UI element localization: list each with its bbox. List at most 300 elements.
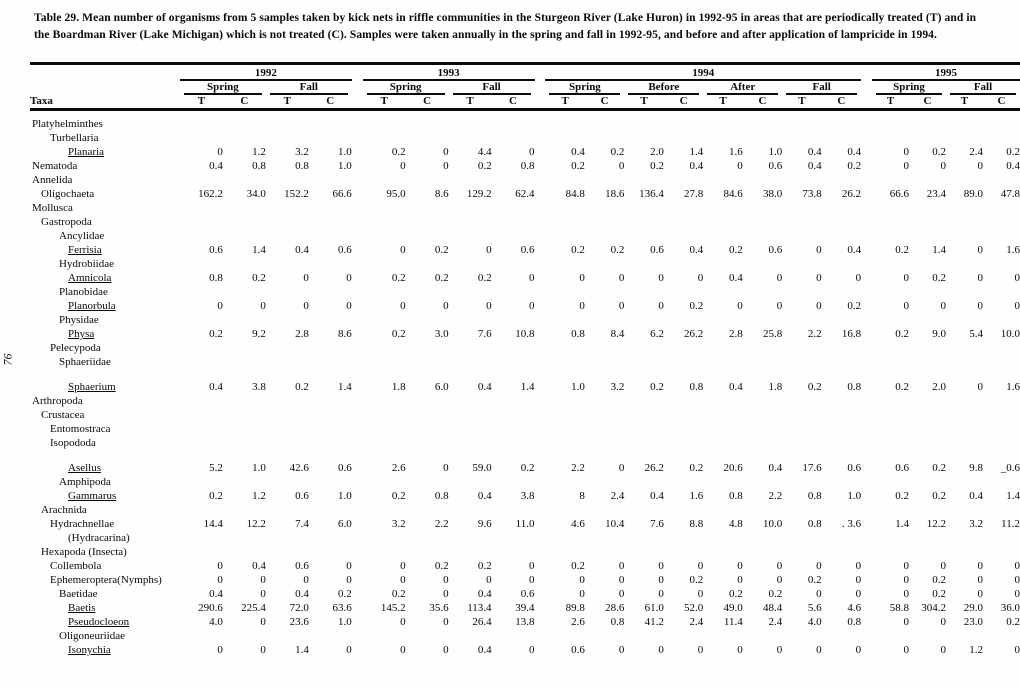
value-cell: 0 <box>776 272 783 284</box>
value-cell: 0 <box>443 160 449 172</box>
value-cell <box>983 354 1020 368</box>
value-cell: 152.2 <box>284 188 309 200</box>
taxa-name: Ferrisia <box>68 244 102 256</box>
value-cell <box>782 502 821 516</box>
group-spacer <box>535 298 546 312</box>
value-cell <box>545 172 584 186</box>
taxa-row <box>30 488 1020 502</box>
value-cell: 113.4 <box>467 602 492 614</box>
taxa-row <box>30 368 1020 393</box>
group-spacer <box>535 614 546 628</box>
value-cell <box>585 407 624 421</box>
value-cell <box>946 256 983 270</box>
table-body <box>30 110 1020 657</box>
value-cell <box>266 628 309 642</box>
value-cell: 0 <box>303 300 309 312</box>
value-cell <box>983 407 1020 421</box>
value-cell <box>545 130 584 144</box>
value-cell: 2.4 <box>969 146 983 158</box>
value-cell <box>872 502 909 516</box>
value-cell: 0 <box>977 574 983 586</box>
value-cell <box>946 544 983 558</box>
treatment-header-T: T <box>449 95 492 110</box>
treatment-header-T: T <box>624 95 663 110</box>
season-header-1993-spring <box>363 80 449 95</box>
taxa-label <box>30 186 180 200</box>
value-cell: 25.8 <box>762 328 783 340</box>
value-cell <box>406 354 449 368</box>
value-cell: 1.6 <box>689 490 704 502</box>
season-header-1995-spring <box>872 80 946 95</box>
group-spacer <box>535 586 546 600</box>
value-cell: 0 <box>443 588 449 600</box>
value-cell <box>309 502 352 516</box>
value-cell <box>872 421 909 435</box>
value-cell <box>363 474 406 488</box>
value-cell <box>782 474 821 488</box>
value-cell: 10.0 <box>762 518 783 530</box>
value-cell <box>624 354 663 368</box>
value-cell: 1.4 <box>895 518 910 530</box>
value-cell <box>545 435 584 449</box>
value-cell: 0 <box>443 644 449 656</box>
value-cell <box>664 393 703 407</box>
value-cell: 0.2 <box>728 588 743 600</box>
value-cell: 0 <box>529 644 535 656</box>
group-spacer <box>861 393 872 407</box>
season-label: Fall <box>786 81 857 95</box>
group-spacer <box>535 393 546 407</box>
value-cell: 0 <box>529 146 535 158</box>
value-cell <box>492 502 535 516</box>
value-cell <box>946 130 983 144</box>
value-cell <box>983 544 1020 558</box>
value-cell <box>449 284 492 298</box>
treatment-header-C: C <box>585 95 624 110</box>
treatment-header-T: T <box>266 95 309 110</box>
value-cell <box>309 393 352 407</box>
taxa-row <box>30 435 1020 449</box>
group-spacer <box>352 600 363 614</box>
value-cell <box>872 544 909 558</box>
group-spacer <box>352 312 363 326</box>
value-cell <box>585 340 624 354</box>
value-cell <box>309 530 352 544</box>
value-cell <box>223 214 266 228</box>
group-spacer <box>352 340 363 354</box>
value-cell <box>223 474 266 488</box>
value-cell: 0 <box>977 300 983 312</box>
group-spacer <box>535 407 546 421</box>
value-cell: 0.2 <box>847 300 862 312</box>
value-cell <box>782 228 821 242</box>
year-header-row <box>30 64 1020 81</box>
value-cell: 0 <box>697 588 704 600</box>
group-spacer <box>352 158 363 172</box>
value-cell: 28.6 <box>605 602 625 614</box>
treatment-header-C: C <box>309 95 352 110</box>
value-cell <box>449 407 492 421</box>
value-cell <box>545 393 584 407</box>
taxa-row <box>30 393 1020 407</box>
value-cell <box>363 502 406 516</box>
taxa-name: Baetidae <box>59 588 98 600</box>
value-cell: 0.2 <box>895 244 910 256</box>
value-cell: 6.0 <box>434 381 449 393</box>
taxa-label <box>30 614 180 628</box>
taxa-row <box>30 270 1020 284</box>
value-cell: 1.0 <box>252 462 266 474</box>
taxa-label <box>30 393 180 407</box>
taxa-name: Pseudocloeon <box>68 616 130 628</box>
value-cell: 0 <box>737 160 743 172</box>
value-cell <box>449 214 492 228</box>
value-cell <box>664 421 703 435</box>
value-cell <box>703 393 742 407</box>
value-cell: 3.8 <box>520 490 535 502</box>
value-cell <box>782 435 821 449</box>
value-cell: 0.4 <box>209 588 223 600</box>
value-cell <box>545 502 584 516</box>
value-cell <box>822 354 861 368</box>
value-cell: 4.0 <box>209 616 223 628</box>
value-cell: 7.6 <box>477 328 492 340</box>
value-cell: 1.4 <box>932 244 946 256</box>
group-spacer <box>861 130 872 144</box>
value-cell <box>492 340 535 354</box>
value-cell: 0 <box>855 272 862 284</box>
value-cell <box>309 474 352 488</box>
value-cell <box>743 435 782 449</box>
value-cell: 0 <box>737 560 743 572</box>
value-cell: 0.2 <box>689 462 704 474</box>
group-spacer <box>352 502 363 516</box>
value-cell: 9.8 <box>969 462 983 474</box>
value-cell: 1.2 <box>252 146 266 158</box>
value-cell <box>946 628 983 642</box>
value-cell <box>545 407 584 421</box>
value-cell <box>822 530 861 544</box>
value-cell <box>406 172 449 186</box>
value-cell: 0 <box>658 574 664 586</box>
value-cell: 0 <box>443 616 449 628</box>
value-cell: 0.2 <box>932 490 946 502</box>
value-cell: 49.0 <box>723 602 743 614</box>
taxa-row <box>30 642 1020 656</box>
value-cell <box>946 530 983 544</box>
value-cell: 0 <box>1014 300 1020 312</box>
group-spacer <box>535 228 546 242</box>
value-cell <box>664 628 703 642</box>
value-cell <box>406 407 449 421</box>
value-cell <box>449 256 492 270</box>
value-cell <box>223 628 266 642</box>
group-spacer <box>535 516 546 530</box>
taxa-label <box>30 421 180 435</box>
taxa-name: Hexapoda (Insecta) <box>41 546 127 558</box>
value-cell <box>664 200 703 214</box>
taxa-row <box>30 312 1020 326</box>
value-cell <box>406 340 449 354</box>
value-cell <box>872 407 909 421</box>
value-cell <box>909 421 946 435</box>
value-cell <box>703 340 742 354</box>
value-cell <box>782 256 821 270</box>
value-cell: 41.2 <box>644 616 664 628</box>
value-cell: 1.8 <box>768 381 783 393</box>
value-cell <box>983 284 1020 298</box>
value-cell <box>743 544 782 558</box>
group-spacer <box>861 200 872 214</box>
value-cell <box>585 544 624 558</box>
group-spacer <box>352 284 363 298</box>
value-cell <box>782 628 821 642</box>
value-cell <box>946 284 983 298</box>
group-spacer <box>861 600 872 614</box>
value-cell: 0.4 <box>477 381 492 393</box>
group-spacer <box>861 270 872 284</box>
value-cell <box>782 312 821 326</box>
value-cell: 0.4 <box>728 272 743 284</box>
value-cell <box>266 340 309 354</box>
taxa-header: Taxa <box>30 95 180 110</box>
value-cell <box>180 393 223 407</box>
taxa-row <box>30 449 1020 474</box>
value-cell <box>180 340 223 354</box>
taxa-row <box>30 158 1020 172</box>
value-cell: 2.2 <box>768 490 783 502</box>
value-cell <box>363 407 406 421</box>
value-cell: 23.6 <box>289 616 309 628</box>
value-cell: 0.2 <box>650 381 664 393</box>
value-cell: 0 <box>618 462 625 474</box>
value-cell: 12.2 <box>246 518 266 530</box>
value-cell: 0 <box>443 300 449 312</box>
value-cell <box>822 256 861 270</box>
value-cell <box>822 340 861 354</box>
group-spacer <box>535 544 546 558</box>
value-cell <box>782 340 821 354</box>
value-cell: 0 <box>579 272 585 284</box>
group-spacer <box>861 340 872 354</box>
value-cell: 4.6 <box>571 518 585 530</box>
group-spacer <box>535 326 546 340</box>
value-cell: 8.8 <box>689 518 704 530</box>
value-cell: 58.8 <box>889 602 910 614</box>
value-cell: 36.0 <box>1000 602 1020 614</box>
value-cell <box>909 312 946 326</box>
value-cell: 3.2 <box>391 518 406 530</box>
group-spacer <box>535 172 546 186</box>
taxa-label <box>30 354 180 368</box>
value-cell <box>664 474 703 488</box>
value-cell: 47.8 <box>1000 188 1020 200</box>
value-cell: 0 <box>658 588 664 600</box>
value-cell: 0 <box>486 300 492 312</box>
value-cell: 1.0 <box>338 490 352 502</box>
value-cell: 1.6 <box>1006 244 1020 256</box>
value-cell: 0 <box>260 644 266 656</box>
value-cell: 0 <box>303 574 309 586</box>
group-spacer <box>352 628 363 642</box>
value-cell: 0 <box>217 644 223 656</box>
value-cell: 0.2 <box>689 300 704 312</box>
value-cell: 7.6 <box>650 518 664 530</box>
group-spacer <box>352 530 363 544</box>
group-spacer <box>352 186 363 200</box>
value-cell <box>309 284 352 298</box>
treatment-header-C: C <box>743 95 782 110</box>
value-cell: 0 <box>346 560 352 572</box>
taxa-name: Mollusca <box>32 202 73 214</box>
taxa-name: Physidae <box>59 314 99 326</box>
taxa-label <box>30 407 180 421</box>
group-spacer <box>861 284 872 298</box>
group-spacer <box>535 64 546 81</box>
taxa-name: Annelida <box>32 174 73 186</box>
value-cell <box>624 502 663 516</box>
value-cell <box>983 628 1020 642</box>
group-spacer <box>535 530 546 544</box>
value-cell: 2.4 <box>689 616 704 628</box>
value-cell <box>449 421 492 435</box>
value-cell: 0.4 <box>768 462 783 474</box>
value-cell <box>363 214 406 228</box>
value-cell: 0.8 <box>728 490 743 502</box>
group-spacer <box>352 228 363 242</box>
value-cell: 0 <box>618 160 625 172</box>
value-cell: 0 <box>903 300 910 312</box>
value-cell: 0.6 <box>295 560 309 572</box>
value-cell <box>624 628 663 642</box>
group-spacer <box>352 544 363 558</box>
value-cell: 11.4 <box>723 616 743 628</box>
value-cell <box>223 256 266 270</box>
value-cell: 0 <box>776 644 783 656</box>
value-cell: 13.8 <box>515 616 535 628</box>
value-cell <box>983 110 1020 131</box>
value-cell <box>782 407 821 421</box>
value-cell: 0 <box>1014 560 1020 572</box>
value-cell <box>223 407 266 421</box>
value-cell: 12.2 <box>926 518 946 530</box>
value-cell <box>782 130 821 144</box>
value-cell <box>983 200 1020 214</box>
value-cell: 0 <box>940 616 946 628</box>
group-spacer <box>861 530 872 544</box>
group-spacer <box>352 144 363 158</box>
value-cell <box>449 502 492 516</box>
value-cell <box>266 284 309 298</box>
value-cell <box>703 407 742 421</box>
value-cell <box>309 214 352 228</box>
value-cell <box>743 421 782 435</box>
value-cell: 0 <box>346 300 352 312</box>
value-cell: 0 <box>217 560 223 572</box>
value-cell: 73.8 <box>802 188 822 200</box>
taxa-label <box>30 200 180 214</box>
value-cell <box>449 130 492 144</box>
treatment-header-C: C <box>983 95 1020 110</box>
group-spacer <box>861 586 872 600</box>
value-cell <box>406 530 449 544</box>
value-cell <box>492 214 535 228</box>
value-cell <box>822 200 861 214</box>
taxa-row <box>30 558 1020 572</box>
value-cell: 0.2 <box>571 244 585 256</box>
taxa-name: Planaria <box>68 146 105 158</box>
value-cell <box>309 421 352 435</box>
value-cell: 0.8 <box>209 272 223 284</box>
value-cell <box>872 110 909 131</box>
value-cell <box>743 393 782 407</box>
value-cell <box>909 130 946 144</box>
value-cell: 72.0 <box>289 602 309 614</box>
value-cell: 0 <box>855 588 862 600</box>
value-cell: 8.4 <box>610 328 625 340</box>
value-cell <box>822 110 861 131</box>
value-cell: 0 <box>658 272 664 284</box>
value-cell <box>309 354 352 368</box>
value-cell: 0.2 <box>434 272 449 284</box>
value-cell <box>946 354 983 368</box>
value-cell <box>223 312 266 326</box>
value-cell <box>664 130 703 144</box>
value-cell: 0 <box>529 272 535 284</box>
table-header <box>30 64 1020 110</box>
value-cell: 0.2 <box>768 588 783 600</box>
value-cell <box>266 312 309 326</box>
value-cell: 0 <box>1014 574 1020 586</box>
value-cell: 0 <box>217 146 223 158</box>
value-cell: 0 <box>618 272 625 284</box>
value-cell: 0.8 <box>252 160 266 172</box>
taxa-name: Baetis <box>68 602 96 614</box>
value-cell <box>743 130 782 144</box>
value-cell: 0 <box>903 644 910 656</box>
treatment-header-T: T <box>872 95 909 110</box>
taxa-name: Oligoneuriidae <box>59 630 125 642</box>
value-cell: 0 <box>1014 272 1020 284</box>
value-cell: 66.6 <box>889 188 910 200</box>
group-spacer <box>861 228 872 242</box>
value-cell: 0.2 <box>728 244 743 256</box>
value-cell: 0.4 <box>1006 160 1020 172</box>
taxa-header-space <box>30 64 180 81</box>
taxa-label <box>30 144 180 158</box>
value-cell: 0 <box>260 574 266 586</box>
value-cell <box>492 407 535 421</box>
value-cell: 0 <box>940 560 946 572</box>
value-cell: 2.4 <box>610 490 625 502</box>
season-label: Spring <box>184 81 262 95</box>
group-spacer <box>352 256 363 270</box>
value-cell <box>223 530 266 544</box>
value-cell: 0 <box>977 272 983 284</box>
value-cell: 0.4 <box>847 244 862 256</box>
value-cell <box>449 340 492 354</box>
value-cell: 0.2 <box>932 574 946 586</box>
value-cell: 0 <box>346 644 352 656</box>
value-cell: 0.2 <box>650 160 664 172</box>
value-cell <box>624 214 663 228</box>
group-spacer <box>861 110 872 131</box>
value-cell: 0 <box>658 644 664 656</box>
value-cell <box>180 474 223 488</box>
treatment-header-C: C <box>909 95 946 110</box>
value-cell <box>822 628 861 642</box>
group-spacer <box>352 393 363 407</box>
